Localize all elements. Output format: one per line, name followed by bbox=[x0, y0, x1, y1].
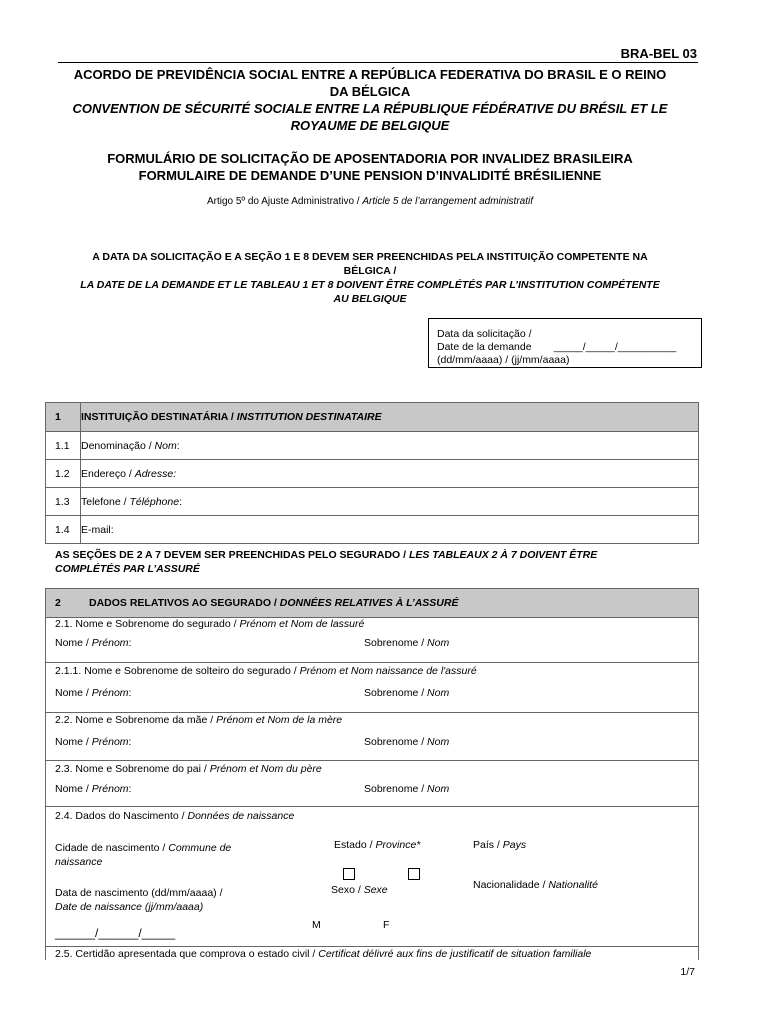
field-label-fr: Téléphone bbox=[129, 495, 180, 508]
surname-label-pt: Sobrenome / bbox=[364, 637, 428, 649]
first-name-label[interactable] bbox=[55, 736, 131, 748]
field-cell[interactable] bbox=[81, 516, 699, 544]
first-name-label-fr: Prénom bbox=[91, 637, 129, 649]
section-2 bbox=[45, 588, 699, 960]
surname-label[interactable] bbox=[364, 783, 449, 795]
field-row-endereco[interactable] bbox=[46, 460, 699, 488]
form-title-fr: FORMULAIRE DE DEMANDE D’UNE PENSION D’INVALIDITÉ BRÉSILIENNE bbox=[138, 168, 602, 183]
agreement-title-pt bbox=[40, 66, 700, 100]
field-label-pt: Endereço / bbox=[81, 467, 135, 480]
request-date-format: (dd/mm/aaaa) / (jj/mm/aaaa) bbox=[437, 354, 570, 366]
first-name-label-pt: Nome / bbox=[55, 687, 92, 699]
state-label[interactable] bbox=[334, 839, 420, 851]
first-name-label-fr: Prénom bbox=[91, 687, 129, 699]
field-label-suffix: : bbox=[179, 495, 182, 508]
question-2-1-1 bbox=[55, 665, 477, 677]
section-1-title bbox=[81, 403, 699, 432]
surname-label-fr: Nom bbox=[427, 783, 450, 795]
surname-label[interactable] bbox=[364, 687, 449, 699]
question-2-2-fr: Prénom et Nom de la mère bbox=[216, 714, 343, 726]
surname-label-pt: Sobrenome / bbox=[364, 736, 428, 748]
state-label-pt: Estado / bbox=[334, 839, 376, 851]
agreement-title-fr-line1: CONVENTION DE SÉCURITÉ SOCIALE ENTRE LA RÉPUBLIQUE FÉDÉRATIVE DU BRÉSIL ET LE bbox=[72, 101, 668, 116]
section-2-number: 2 bbox=[55, 597, 61, 609]
article-reference bbox=[40, 196, 700, 207]
sex-female-label: F bbox=[383, 919, 390, 931]
field-label-fr: Adresse: bbox=[134, 467, 177, 480]
agreement-title-pt-line2: DA BÉLGICA bbox=[329, 84, 411, 99]
row-divider bbox=[46, 662, 698, 663]
birth-date-label[interactable] bbox=[55, 886, 223, 914]
field-cell[interactable] bbox=[81, 488, 699, 516]
first-name-label-pt: Nome / bbox=[55, 736, 92, 748]
section-2-title bbox=[89, 597, 458, 609]
question-2-4-pt: 2.4. Dados do Nascimento / bbox=[55, 810, 188, 822]
first-name-label-pt: Nome / bbox=[55, 637, 92, 649]
agreement-title-pt-line1: ACORDO DE PREVIDÊNCIA SOCIAL ENTRE A REPÚBLICA FEDERATIVA DO BRASIL E O REINO bbox=[73, 67, 667, 82]
field-label-suffix: : bbox=[176, 439, 180, 452]
surname-label[interactable] bbox=[364, 736, 449, 748]
row-divider bbox=[46, 946, 698, 947]
surname-label-fr: Nom bbox=[427, 736, 450, 748]
instruction-pt: AS SEÇÕES DE 2 A 7 DEVEM SER PREENCHIDAS PELO SEGURADO / bbox=[55, 549, 409, 561]
country-label[interactable] bbox=[473, 839, 526, 851]
question-2-4 bbox=[55, 810, 294, 822]
form-code: BRA-BEL 03 bbox=[620, 46, 697, 61]
request-date-field[interactable]: _____/_____/__________ bbox=[553, 341, 677, 353]
field-number: 1.4 bbox=[46, 516, 81, 544]
birth-city-label-pt: Cidade de nascimento / bbox=[55, 842, 169, 854]
section-1-title-pt: INSTITUIÇÃO DESTINATÁRIA / bbox=[81, 411, 237, 423]
form-title bbox=[40, 150, 700, 184]
row-divider bbox=[46, 806, 698, 807]
state-label-fr: Province* bbox=[375, 839, 421, 851]
first-name-label[interactable] bbox=[55, 783, 131, 795]
notice-fr-line2: AU BELGIQUE bbox=[333, 293, 407, 305]
surname-label-fr: Nom bbox=[427, 687, 450, 699]
request-date-label-pt: Data da solicitação / bbox=[437, 328, 532, 340]
country-label-fr: Pays bbox=[502, 839, 527, 851]
surname-label-pt: Sobrenome / bbox=[364, 783, 428, 795]
question-2-1-pt: 2.1. Nome e Sobrenome do segurado / bbox=[55, 618, 240, 630]
request-date-box[interactable] bbox=[428, 318, 702, 368]
article-reference-pt: Artigo 5º do Ajuste Administrativo / bbox=[206, 196, 363, 207]
institution-notice bbox=[40, 250, 700, 306]
sex-label bbox=[331, 884, 388, 896]
first-name-label-pt: Nome / bbox=[55, 783, 92, 795]
sex-label-fr: Sexe bbox=[363, 884, 388, 896]
question-2-5-pt: 2.5. Certidão apresentada que comprova o estado civil / bbox=[55, 948, 319, 960]
field-row-denominacao[interactable] bbox=[46, 432, 699, 460]
first-name-label[interactable] bbox=[55, 637, 131, 649]
section-2-header bbox=[46, 589, 698, 618]
agreement-title-fr-line2: ROYAUME DE BELGIQUE bbox=[290, 118, 450, 133]
birth-date-field[interactable]: ______/______/_____ bbox=[55, 926, 176, 940]
field-row-email[interactable] bbox=[46, 516, 699, 544]
question-2-2-pt: 2.2. Nome e Sobrenome da mãe / bbox=[55, 714, 217, 726]
surname-label-fr: Nom bbox=[427, 637, 450, 649]
surname-label-pt: Sobrenome / bbox=[364, 687, 428, 699]
first-name-label-fr: Prénom bbox=[91, 783, 129, 795]
section-1-header bbox=[46, 403, 699, 432]
question-2-3-fr: Prénom et Nom du père bbox=[209, 763, 322, 775]
notice-fr-line1: LA DATE DE LA DEMANDE ET LE TABLEAU 1 ET 8 DOIVENT ÊTRE COMPLÉTÉS PAR L’INSTITUTION COMPÉTENTE bbox=[80, 279, 660, 291]
section-1-table bbox=[45, 402, 699, 544]
article-reference-fr: Article 5 de l’arrangement administratif bbox=[362, 196, 534, 207]
birth-city-label[interactable] bbox=[55, 841, 231, 869]
field-label-pt: Denominação / bbox=[81, 439, 155, 452]
question-2-3-pt: 2.3. Nome e Sobrenome do pai / bbox=[55, 763, 210, 775]
sex-male-checkbox[interactable] bbox=[343, 868, 355, 880]
form-title-pt: FORMULÁRIO DE SOLICITAÇÃO DE APOSENTADORIA POR INVALIDEZ BRASILEIRA bbox=[107, 151, 633, 166]
country-label-pt: País / bbox=[473, 839, 503, 851]
question-2-1 bbox=[55, 618, 364, 630]
field-label-pt: Telefone / bbox=[81, 495, 130, 508]
agreement-title-fr bbox=[40, 100, 700, 134]
birth-date-label-fr: Date de naissance (jj/mm/aaaa) bbox=[55, 901, 204, 913]
section-2-title-pt: DADOS RELATIVOS AO SEGURADO / bbox=[89, 597, 280, 609]
question-2-5-fr: Certificat délivré aux fins de justificatif de situation familiale bbox=[318, 948, 592, 960]
first-name-label[interactable] bbox=[55, 687, 131, 699]
question-2-1-fr: Prénom et Nom de lassuré bbox=[239, 618, 365, 630]
page-number: 1/7 bbox=[680, 966, 695, 978]
insured-instruction bbox=[55, 548, 695, 576]
label-colon: : bbox=[128, 736, 132, 748]
section-2-title-fr: DONNÉES RELATIVES À L’ASSURÉ bbox=[279, 597, 459, 609]
section-1-title-fr: INSTITUTION DESTINATAIRE bbox=[236, 411, 382, 423]
sex-female-checkbox[interactable] bbox=[408, 868, 420, 880]
question-2-1-1-fr: Prénom et Nom naissance de l'assuré bbox=[299, 665, 477, 677]
question-2-5 bbox=[55, 948, 591, 960]
question-2-1-1-pt: 2.1.1. Nome e Sobrenome de solteiro do segurado / bbox=[55, 665, 300, 677]
birth-date-label-pt: Data de nascimento (dd/mm/aaaa) / bbox=[55, 887, 223, 899]
notice-pt-line2: BÉLGICA / bbox=[343, 265, 397, 277]
birth-city-label-fr-line2: naissance bbox=[55, 856, 103, 868]
nationality-label-pt: Nacionalidade / bbox=[473, 879, 549, 891]
label-colon: : bbox=[128, 783, 132, 795]
header-divider bbox=[58, 62, 698, 63]
birth-city-label-fr: Commune de bbox=[168, 842, 232, 854]
label-colon: : bbox=[128, 687, 132, 699]
row-divider bbox=[46, 712, 698, 713]
field-label-fr: Nom bbox=[154, 439, 177, 452]
section-1-number: 1 bbox=[46, 403, 81, 432]
field-cell[interactable] bbox=[81, 432, 699, 460]
field-number: 1.1 bbox=[46, 432, 81, 460]
sex-male-label: M bbox=[312, 919, 321, 931]
question-2-4-fr: Données de naissance bbox=[187, 810, 295, 822]
surname-label[interactable] bbox=[364, 637, 449, 649]
label-colon: : bbox=[128, 637, 132, 649]
field-number: 1.2 bbox=[46, 460, 81, 488]
row-divider bbox=[46, 760, 698, 761]
field-label-pt: E-mail: bbox=[81, 523, 114, 536]
request-date-label-fr: Date de la demande bbox=[437, 341, 532, 353]
first-name-label-fr: Prénom bbox=[91, 736, 129, 748]
instruction-fr-line1: LES TABLEAUX 2 À 7 DOIVENT ÊTRE bbox=[408, 549, 598, 561]
instruction-fr-line2: COMPLÉTÉS PAR L’ASSURÉ bbox=[55, 563, 200, 575]
question-2-3 bbox=[55, 763, 322, 775]
field-row-telefone[interactable] bbox=[46, 488, 699, 516]
notice-pt-line1: A DATA DA SOLICITAÇÃO E A SEÇÃO 1 E 8 DEVEM SER PREENCHIDAS PELA INSTITUIÇÃO COMPETENTE NA bbox=[92, 251, 648, 263]
sex-label-pt: Sexo / bbox=[331, 884, 364, 896]
nationality-label[interactable] bbox=[473, 879, 598, 891]
field-cell[interactable] bbox=[81, 460, 699, 488]
question-2-2 bbox=[55, 714, 342, 726]
nationality-label-fr: Nationalité bbox=[548, 879, 598, 891]
field-number: 1.3 bbox=[46, 488, 81, 516]
